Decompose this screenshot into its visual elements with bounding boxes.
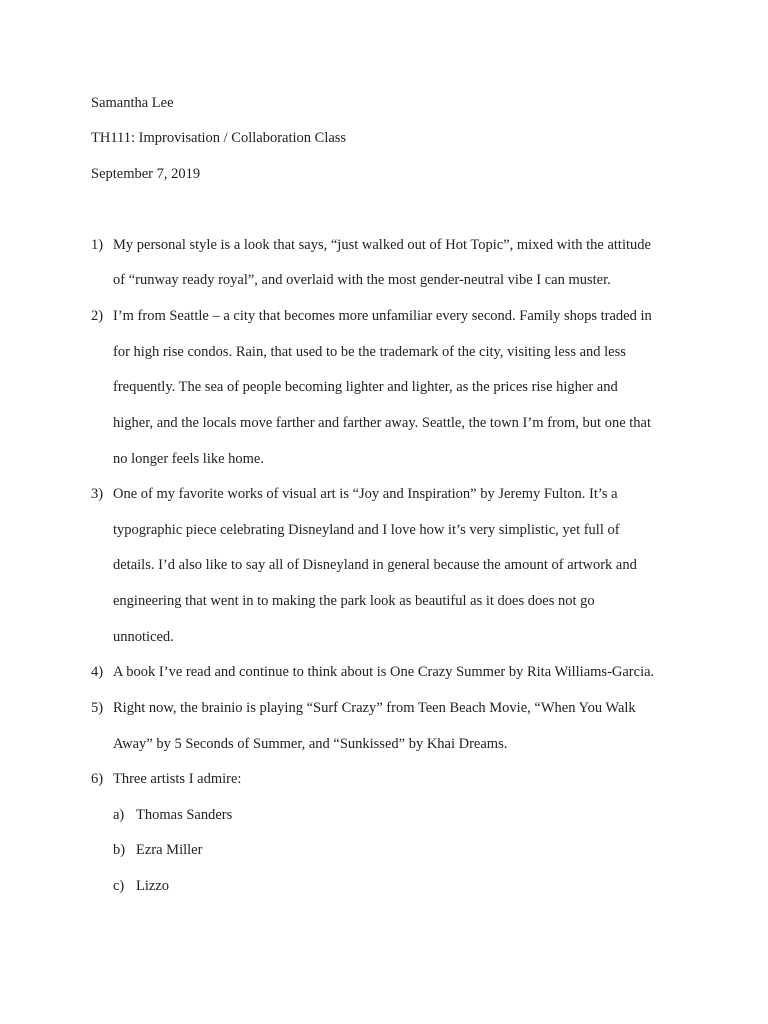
list-item-text: for high rise condos. Rain, that used to be the trademark of the city, visiting less and less: [113, 344, 626, 360]
list-item-text: no longer feels like home.: [113, 451, 264, 467]
list-item-text: Away” by 5 Seconds of Summer, and “Sunkissed” by Khai Dreams.: [113, 736, 508, 752]
list-item-text: typographic piece celebrating Disneyland and I love how it’s very simplistic, yet full of: [113, 522, 620, 538]
list-item-text: Right now, the brainio is playing “Surf Crazy” from Teen Beach Movie, “When You Walk: [113, 700, 636, 716]
list-item-text: details. I’d also like to say all of Disneyland in general because the amount of artwork and: [113, 557, 637, 573]
sub-list-item-text: Ezra Miller: [136, 842, 203, 858]
sub-list-item-text: Thomas Sanders: [136, 807, 233, 823]
list-item-text: Three artists I admire:: [113, 771, 242, 787]
sub-list-item-text: Lizzo: [136, 878, 170, 894]
list-item-text: engineering that went in to making the park look as beautiful as it does does not go: [113, 593, 595, 609]
list-item-number: 1): [91, 237, 104, 253]
list-item-text: I’m from Seattle – a city that becomes more unfamiliar every second. Family shops traded in: [113, 308, 652, 324]
list-item-number: 5): [91, 700, 104, 716]
list-item-number: 6): [91, 771, 104, 787]
sub-list-item-letter: a): [113, 807, 125, 823]
sub-list-item-letter: c): [113, 878, 125, 894]
list-item-number: 2): [91, 308, 104, 324]
list-item-text: frequently. The sea of people becoming lighter and lighter, as the prices rise higher and: [113, 379, 618, 395]
list-item-text: higher, and the locals move farther and farther away. Seattle, the town I’m from, but one that: [113, 415, 652, 431]
sub-list-item-letter: b): [113, 842, 126, 858]
list-item-number: 3): [91, 486, 104, 502]
list-item-text: One of my favorite works of visual art is “Joy and Inspiration” by Jeremy Fulton. It’s a: [113, 486, 618, 502]
list-item-text: unnoticed.: [113, 629, 174, 645]
list-item-number: 4): [91, 664, 104, 680]
list-item-text: A book I’ve read and continue to think about is One Crazy Summer by Rita Williams-Garcia.: [113, 664, 655, 680]
list-item-text: of “runway ready royal”, and overlaid with the most gender-neutral vibe I can muster.: [113, 272, 611, 288]
course-title: TH111: Improvisation / Collaboration Class: [91, 130, 347, 146]
document-date: September 7, 2019: [91, 166, 201, 182]
author-name: Samantha Lee: [91, 95, 174, 111]
list-item-text: My personal style is a look that says, “just walked out of Hot Topic”, mixed with the attitude: [113, 237, 651, 253]
